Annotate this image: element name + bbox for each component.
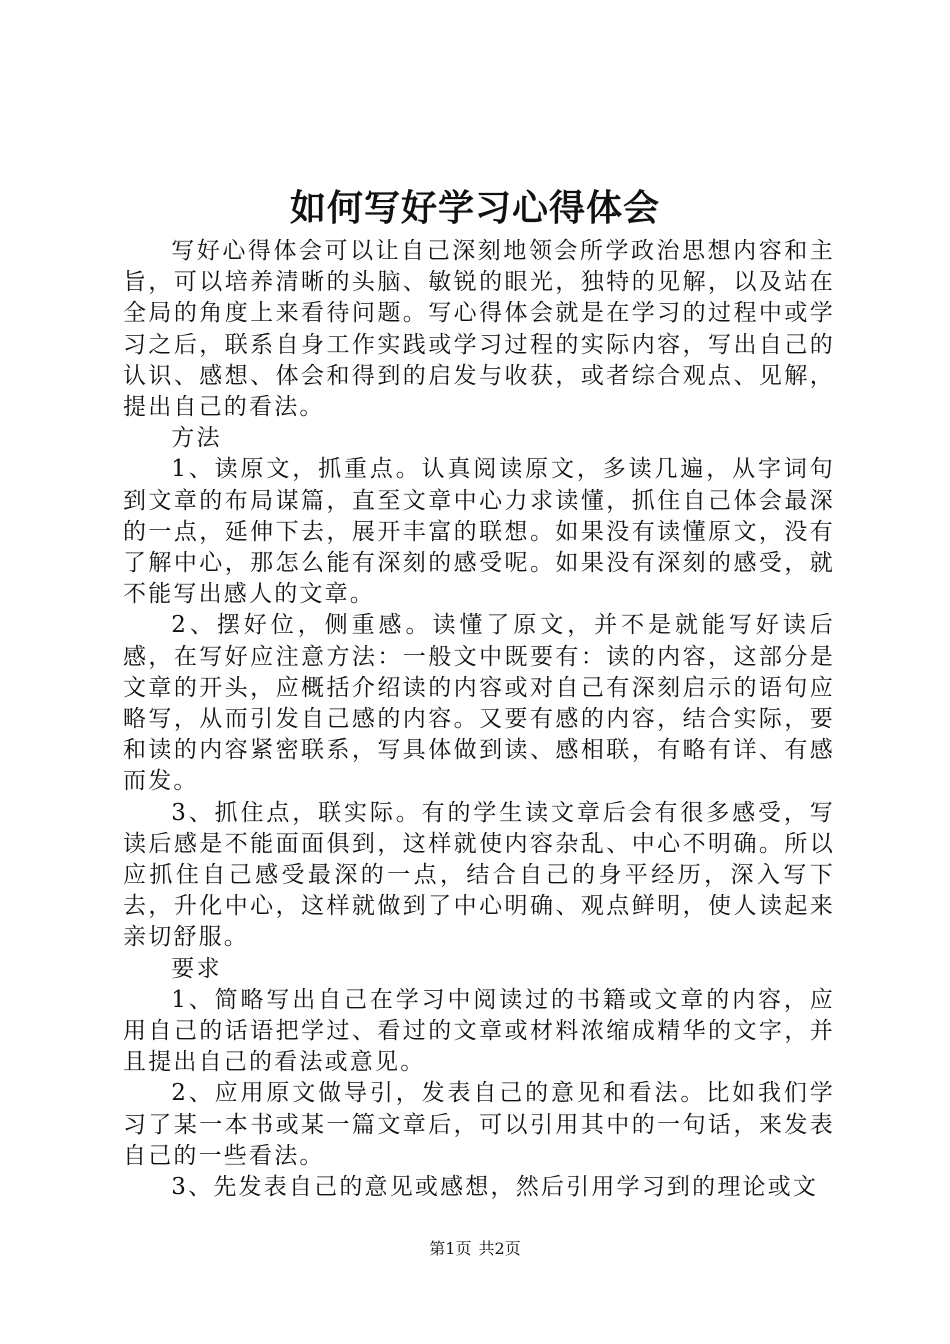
paragraph-requirement-1: 1、简略写出自己在学习中阅读过的书籍或文章的内容，应用自己的话语把学过、看过的文章或材料浓缩成精华的文字，并且提出自己的看法或意见。 <box>123 986 835 1076</box>
paragraph-method-2: 2、摆好位，侧重感。读懂了原文，并不是就能写好读后感，在写好应注意方法：一般文中既要有：读的内容，这部分是文章的开头，应概括介绍读的内容或对自己有深刻启示的语句应略写，从而引发自己感的内容。又要有感的内容，结合实际，要和读的内容紧密联系，写具体做到读、感相联，有略有详、有感而发。 <box>123 612 835 795</box>
paragraph-method-1: 1、读原文，抓重点。认真阅读原文，多读几遍，从字词句到文章的布局谋篇，直至文章中心力求读懂，抓住自己体会最深的一点，延伸下去，展开丰富的联想。如果没有读懂原文，没有了解中心，那怎么能有深刻的感受呢。如果没有深刻的感受，就不能写出感人的文章。 <box>123 456 835 608</box>
page-number: 第1页 <box>429 1239 472 1258</box>
paragraph-requirement-2: 2、应用原文做导引，发表自己的意见和看法。比如我们学习了某一本书或某一篇文章后，可以引用其中的一句话，来发表自己的一些看法。 <box>123 1080 835 1169</box>
document-body <box>123 236 835 1203</box>
paragraph-method-3: 3、抓住点，联实际。有的学生读文章后会有很多感受，写读后感是不能面面俱到，这样就使内容杂乱、中心不明确。所以应抓住自己感受最深的一点，结合自己的身平经历，深入写下去，升化中心，这样就做到了中心明确、观点鲜明，使人读起来亲切舒服。 <box>123 799 835 951</box>
page-total: 共2页 <box>478 1239 521 1258</box>
section-heading-requirements: 要求 <box>171 955 222 982</box>
page-footer <box>0 1237 950 1261</box>
section-heading-methods: 方法 <box>171 425 222 452</box>
paragraph-intro: 写好心得体会可以让自己深刻地领会所学政治思想内容和主旨，可以培养清晰的头脑、敏锐的眼光，独特的见解，以及站在全局的角度上来看待问题。写心得体会就是在学习的过程中或学习之后，联系自身工作实践或学习过程的实际内容，写出自己的认识、感想、体会和得到的启发与收获，或者综合观点、见解，提出自己的看法。 <box>123 238 835 421</box>
document-title: 如何写好学习心得体会 <box>289 187 660 229</box>
paragraph-requirement-3: 3、先发表自己的意见或感想，然后引用学习到的理论或文 <box>171 1174 819 1201</box>
